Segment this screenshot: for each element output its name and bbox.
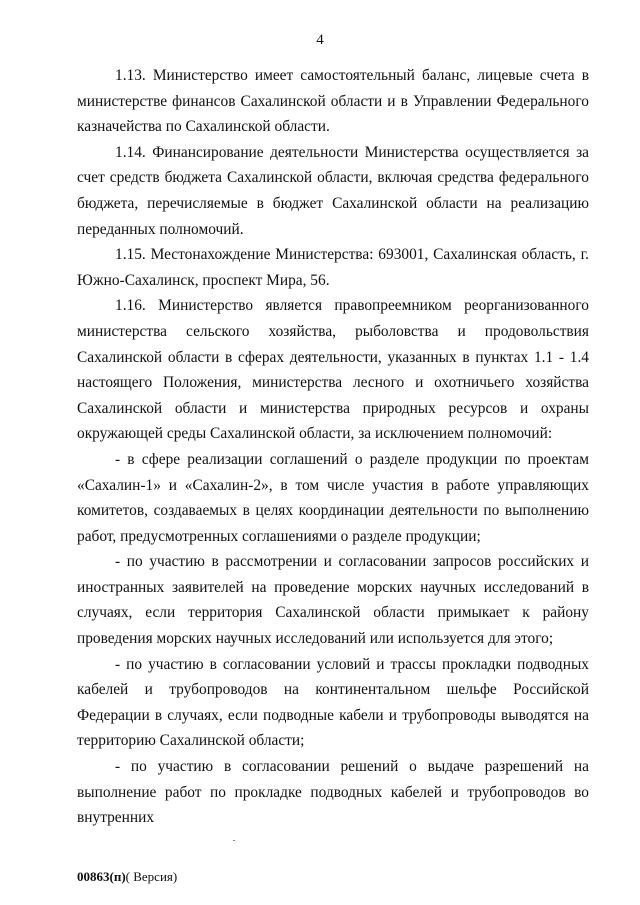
paragraph-1-16: 1.16. Министерство является правопреемником реорганизованного министерства сельского хозяйства, рыболовства и продовольствия Сахалинской области в сферах деятельности, указанных в пунктах 1.1 - 1.4 настоящего Положения, министерства лесного и охотничьего хозяйства Сахалинской области и министерства природных ресурсов и охраны окружающей среды Сахалинской области, за исключением полномочий: [77, 297, 589, 443]
paragraph-1-15: 1.15. Местонахождение Министерства: 693001, Сахалинская область, г. Южно-Сахалинск, проспект Мира, 56. [77, 246, 589, 289]
scan-speck [233, 840, 235, 841]
list-item-cable-routes: - по участию в согласовании условий и трассы прокладки подводных кабелей и трубопроводов на континентальном шельфе Российской Федерации в случаях, если подводные кабели и трубопроводы выводятся на территорию Сахалинской области; [77, 655, 589, 750]
list-item-marine-research: - по участию в рассмотрении и согласовании запросов российских и иностранных заявителей на проведение морских научных исследований в случаях, если территория Сахалинской области примыкает к району проведения морских научных исследований или используется для этого; [77, 553, 589, 648]
document-code: 00863(п) [77, 869, 126, 884]
document-body [77, 63, 589, 831]
paragraph-1-14: 1.14. Финансирование деятельности Министерства осуществляется за счет средств бюджета Сахалинской области, включая средства федерального бюджета, перечисляемые в бюджет Сахалинской области на реализацию переданных полномочий. [77, 143, 589, 238]
paragraph-1-13: 1.13. Министерство имеет самостоятельный баланс, лицевые счета в министерстве финансов Сахалинской области и в Управлении Федерального казначейства по Сахалинской области. [77, 67, 589, 136]
list-item-work-permits: - по участию в согласовании решений о выдаче разрешений на выполнение работ по прокладке подводных кабелей и трубопроводов во внутренних [77, 758, 589, 827]
list-item-psa-projects: - в сфере реализации соглашений о разделе продукции по проектам «Сахалин-1» и «Сахалин-2», в том числе участия в работе управляющих комитетов, создаваемых в целях координации деятельности по выполнению работ, предусмотренных соглашениями о разделе продукции; [77, 450, 589, 545]
page-number: 4 [316, 32, 324, 48]
footer [77, 869, 177, 885]
version-label: ( Версия) [125, 869, 178, 884]
